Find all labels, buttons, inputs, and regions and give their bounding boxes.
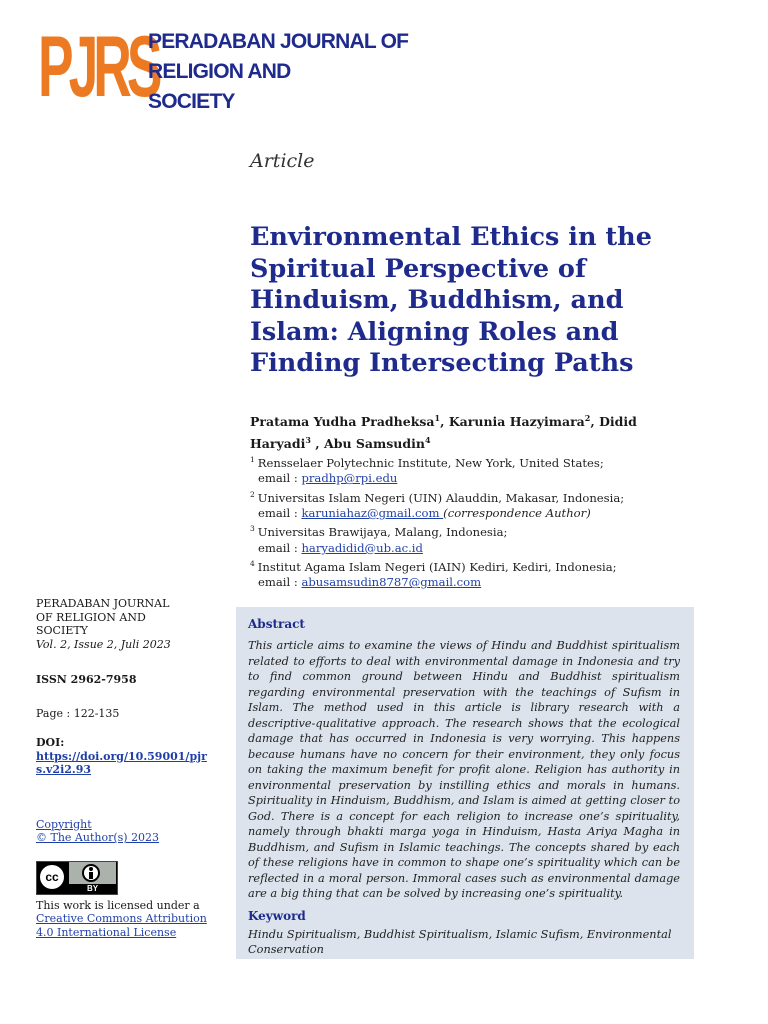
author-name: Pratama Yudha Pradheksa xyxy=(250,414,435,430)
article-title: Environmental Ethics in the Spiritual Perspective of Hinduism, Buddhism, and Islam: Aligning Roles and Finding Intersecting Paths xyxy=(250,222,652,378)
author-affil-number: 3 xyxy=(305,435,311,446)
affiliation xyxy=(250,487,700,506)
affiliation-number: 4 xyxy=(250,559,255,569)
author-name: Didid Haryadi xyxy=(250,414,637,452)
email-label: email : xyxy=(258,575,302,590)
keyword-heading: Keyword xyxy=(248,908,306,923)
license-link[interactable]: Creative Commons Attribution 4.0 International License xyxy=(36,912,207,939)
issn: ISSN 2962-7958 xyxy=(36,673,137,686)
affiliation xyxy=(250,452,700,471)
email-line xyxy=(250,471,700,486)
author-separator: , xyxy=(440,414,449,430)
author-affil-number: 1 xyxy=(434,413,441,423)
volume-issue: Vol. 2, Issue 2, Juli 2023 xyxy=(36,637,171,651)
license-prefix: This work is licensed under a xyxy=(36,898,200,912)
license-statement xyxy=(36,899,216,940)
affiliation-text: Institut Agama Islam Negeri (IAIN) Kediri, Kediri, Indonesia; xyxy=(257,559,617,574)
article-type-label: Article xyxy=(250,150,315,172)
author-name: Abu Samsudin xyxy=(324,436,425,452)
copyright-line: © The Author(s) 2023 xyxy=(36,831,160,844)
sidebar-journal-line: PERADABAN JOURNAL xyxy=(36,597,170,610)
email-label: email : xyxy=(258,505,302,520)
keyword-list: Hindu Spiritualism, Buddhist Spiritualism, Islamic Sufism, Environmental Conservation xyxy=(248,927,672,956)
sidebar-journal-line: SOCIETY xyxy=(36,624,88,637)
journal-name-line: SOCIETY xyxy=(148,90,235,113)
copyright-link[interactable] xyxy=(36,818,216,845)
author-affil-number: 4 xyxy=(424,435,431,446)
author-list xyxy=(250,409,690,453)
abstract-text: This article aims to examine the views of Hindu and Buddhist spiritualism related to efforts to deal with environmental damage in Indonesia and try to find common ground between Hindu and Buddhist spiritualism regarding environmental preservation with the teachings of Sufism in Islam. The method used in this article is library research with a descriptive-qualitative approach. The research shows that the ecological damage that has occurred in Indonesia is very worrying. This happens because humans have no concern for their environment, they only focus on taking the maximum benefit for profit alone. Religion has authority in environmental preservation by instilling ethics and morals in humans. Spirituality in Hinduism, Buddhism, and Islam is aimed at getting closer to God. There is a concept for each religion to increase one’s spirituality, namely through bhakti marga yoga in Hinduism, Hasta Ariya Magha in Buddhism, and Sufism in Islamic teachings. The concepts shared by each of these religions have in common to shape one’s spirituality which can be reflected in a moral person. Immoral cases such as environmental damage are a big thing that can be solved by increasing one’s spirituality. xyxy=(248,639,680,900)
affiliation-text: Universitas Islam Negeri (UIN) Alauddin, Makasar, Indonesia; xyxy=(257,490,625,505)
cc-icon: cc xyxy=(40,865,64,889)
author-name: Karunia Hazyimara xyxy=(448,414,585,430)
page-range: Page : 122-135 xyxy=(36,706,120,720)
journal-name xyxy=(148,27,428,117)
affiliation xyxy=(250,521,700,540)
by-attribution-icon xyxy=(69,862,116,894)
email-link[interactable]: karuniahaz@gmail.com xyxy=(301,505,444,520)
journal-name-line: RELIGION AND xyxy=(148,60,291,83)
affiliation-number: 1 xyxy=(250,455,255,464)
abstract-box xyxy=(236,607,694,959)
email-line xyxy=(250,506,700,521)
copyright-line: Copyright xyxy=(36,817,92,831)
affiliation-list xyxy=(250,452,700,591)
affiliation-number: 2 xyxy=(250,489,255,499)
by-label: BY xyxy=(69,884,116,894)
sidebar-metadata xyxy=(36,597,216,939)
doi-link[interactable]: https://doi.org/10.59001/pjrs.v2i2.93 xyxy=(36,749,207,776)
logo-mark: PJRS xyxy=(38,19,158,115)
email-link[interactable]: pradhp@rpi.edu xyxy=(301,471,398,486)
email-link[interactable]: abusamsudin8787@gmail.com xyxy=(301,575,482,590)
email-line xyxy=(250,541,700,556)
author-separator: , xyxy=(310,436,324,452)
affiliation-number: 3 xyxy=(250,524,255,534)
abstract-heading: Abstract xyxy=(248,617,305,631)
person-icon xyxy=(82,864,100,882)
email-label: email : xyxy=(258,540,302,555)
sidebar-journal-line: OF RELIGION AND xyxy=(36,610,146,624)
journal-name-line: PERADABAN JOURNAL OF xyxy=(148,30,409,53)
affiliation-text: Universitas Brawijaya, Malang, Indonesia; xyxy=(257,525,508,540)
doi-label: DOI: xyxy=(36,736,65,749)
correspondence-note: (correspondence Author) xyxy=(443,505,591,520)
email-line xyxy=(250,575,700,590)
cc-by-license-icon[interactable] xyxy=(36,861,118,895)
affiliation-text: Rensselaer Polytechnic Institute, New York, United States; xyxy=(257,455,604,470)
journal-logo xyxy=(38,19,158,115)
author-separator: , xyxy=(590,414,600,430)
email-label: email : xyxy=(258,471,302,486)
author-affil-number: 2 xyxy=(584,413,591,423)
affiliation xyxy=(250,556,700,575)
email-link[interactable]: haryadidid@ub.ac.id xyxy=(301,540,423,555)
